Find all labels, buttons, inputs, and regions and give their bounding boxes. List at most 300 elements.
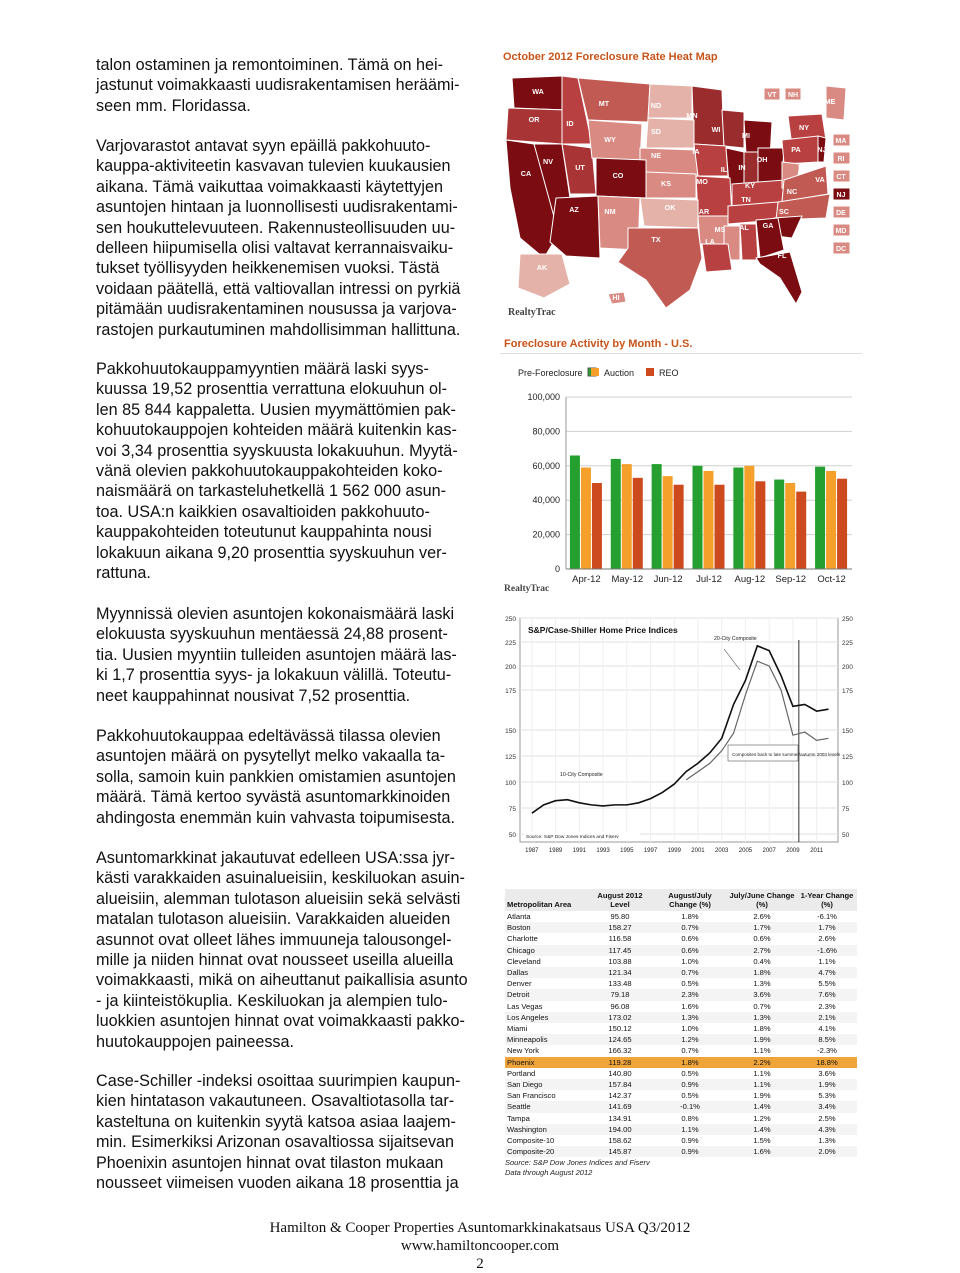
table-row (505, 1101, 857, 1112)
metro-name: Portland (507, 1068, 536, 1078)
metro-value: 1.3% (818, 1136, 836, 1146)
table-source: Source: S&P Dow Jones Indices and Fiserv (505, 1158, 650, 1168)
metro-value: 1.0% (681, 1024, 699, 1034)
bar-auction-sep-12 (785, 483, 795, 569)
x-tick-label: Jun-12 (653, 574, 683, 585)
state-label-mo: MO (696, 177, 708, 186)
metro-name: Chicago (505, 945, 587, 956)
state-label-pa: PA (791, 145, 801, 154)
header-1yr: 1-Year Change (%) (797, 889, 857, 911)
metro-value: 8.5% (797, 1034, 857, 1045)
bar-reo-apr-12 (592, 483, 602, 569)
metro-value: 1.9% (797, 1079, 857, 1090)
metro-table-figure (505, 889, 859, 1178)
text-line: huutokauppojen paineessa. (96, 1032, 295, 1051)
metro-value: 194.00 (587, 1124, 653, 1135)
x-tick-label: 2005 (738, 848, 753, 854)
y-tick-left: 225 (505, 640, 516, 647)
text-line: kauppa-aktiviteetin kasvavan tulevien kuukausien (96, 157, 451, 176)
realtytrac-logo: RealtyTrac (508, 307, 556, 318)
metro-value: 1.7% (797, 922, 857, 933)
metro-value: 133.48 (608, 979, 632, 989)
table-row (505, 911, 857, 922)
foreclosure-bar-chart (500, 335, 862, 600)
case-shiller-chart (500, 610, 862, 860)
bar-chart-brand: RealtyTrac (504, 584, 550, 594)
metro-value: 18.8% (797, 1057, 857, 1068)
metro-value: 134.91 (608, 1113, 632, 1123)
metro-value: 0.4% (753, 956, 771, 966)
metro-value: 116.58 (608, 934, 632, 944)
y-tick-left: 150 (505, 728, 516, 735)
state-label-ar: AR (698, 207, 710, 216)
y-tick-left: 100 (505, 780, 516, 787)
text-line: rastojen purkautuminen mahdollisimman hallittuna. (96, 320, 461, 339)
text-line: määrä. Tämä kertoo syvästä asuntomarkkinoiden (96, 788, 451, 807)
bar-reo-may-12 (633, 478, 643, 569)
table-row (505, 1113, 857, 1124)
x-tick-label: Oct-12 (817, 574, 846, 585)
paragraph-6 (96, 848, 496, 1052)
state-label-ny: NY (799, 123, 809, 132)
paragraph-1 (96, 55, 496, 116)
x-tick-label: 1987 (525, 848, 539, 854)
metro-name: Phoenix (505, 1057, 587, 1068)
metro-value: 7.6% (797, 989, 857, 1000)
x-tick-label: 2011 (810, 848, 824, 854)
metro-value: -6.1% (817, 912, 837, 921)
text-line: - ja kiinteistökuplia. Keskiluokan ja alempien tulo- (96, 991, 448, 1010)
text-line: Varjovarastot antavat syyn epäillä pakkohuuto- (96, 137, 431, 155)
text-line: Pakkohuutokauppaa edeltävässä tilassa olevien (96, 727, 441, 745)
x-tick-label: 1991 (572, 848, 587, 854)
metro-value: 96.08 (610, 1001, 630, 1011)
text-line: Phoenixin asuntojen hinnat ovat tilaston mukaan (96, 1153, 444, 1172)
paragraph-4 (96, 604, 496, 706)
bar-pre-foreclosure-jun-12 (652, 464, 662, 569)
metro-value: 5.5% (818, 979, 836, 989)
bar-auction-jun-12 (663, 476, 673, 569)
metro-value: 0.5% (681, 1068, 699, 1078)
metro-value: 1.0% (681, 956, 699, 966)
metro-value: 119.28 (587, 1057, 653, 1068)
text-line: rattuna. (96, 564, 151, 583)
case-shiller-source: Source: S&P Dow Jones Indices and Fiserv (526, 835, 619, 840)
text-line: ki 1,7 prosenttia syys- ja lokakuun välillä. Toteutu- (96, 666, 452, 685)
text-line: solla, samoin kuin pankkien omistamien asuntojen (96, 767, 456, 786)
state-mt (578, 78, 650, 122)
state-label-il: IL (720, 165, 728, 174)
bar-chart-svg (500, 335, 862, 600)
text-line: talon ostaminen ja remontoiminen. Tämä on hei- (96, 56, 444, 74)
metro-value: 0.5% (681, 979, 699, 989)
text-line: aikana. Tämä vaikuttaa voimakkaasti käytettyjen (96, 177, 444, 196)
bar-auction-jul-12 (704, 471, 714, 569)
metro-value: 157.84 (587, 1079, 653, 1090)
metro-value: 2.0% (797, 1146, 857, 1157)
text-line: voimakkaasti, mikä on aiheuttanut paikallisia asunto (96, 971, 468, 990)
metro-name: Las Vegas (507, 1001, 543, 1011)
metro-value: 1.1% (753, 1046, 771, 1056)
paragraph-5 (96, 726, 496, 828)
state-label-al: AL (739, 223, 749, 232)
bar-reo-jul-12 (715, 485, 725, 569)
text-line: tukset työllisyyden heikkenemisen vuoksi. Tästä (96, 259, 440, 278)
state-label-ia: IA (692, 147, 700, 156)
metro-value: 1.4% (727, 1124, 797, 1135)
state-label-nd: ND (650, 101, 662, 110)
metro-value: 0.6% (653, 945, 727, 956)
y-tick-right: 250 (842, 616, 853, 623)
metro-value: 1.6% (681, 1001, 699, 1011)
text-line: vänä olevien pakkohuutokauppakohteiden koko- (96, 462, 443, 481)
bar-reo-jun-12 (674, 485, 684, 569)
metro-value: 1.8% (681, 912, 699, 921)
x-tick-label: May-12 (611, 574, 644, 585)
text-line: neet kauppahinnat nousivat 7,52 prosenttia. (96, 686, 411, 705)
metro-value: 2.3% (818, 1001, 836, 1011)
x-tick-label: 1993 (596, 848, 610, 854)
metro-name: Cleveland (507, 956, 541, 966)
table-row (505, 1068, 857, 1079)
bar-auction-apr-12 (581, 468, 591, 569)
small-state-label-vt: VT (767, 92, 777, 99)
bar-pre-foreclosure-sep-12 (774, 480, 784, 569)
metro-name: Charlotte (507, 934, 538, 944)
metro-value: 103.88 (608, 956, 632, 966)
state-label-wv: WV (798, 163, 810, 172)
text-line: tia. Uusien myyntiin tulleiden asuntojen määrä las- (96, 645, 457, 664)
table-row (505, 1045, 857, 1056)
metro-value: 1.2% (653, 1034, 727, 1045)
state-label-ne: NE (651, 151, 661, 160)
metro-name: Washington (505, 1124, 587, 1135)
us-map-svg (500, 48, 862, 328)
y-tick-right: 225 (842, 640, 853, 647)
state-label-in: IN (738, 163, 746, 172)
table-row (505, 1146, 857, 1157)
metro-name: Dallas (505, 967, 587, 978)
metro-name: San Diego (505, 1079, 587, 1090)
header-metro: Metropolitan Area (505, 889, 587, 911)
legend-label-0: Pre-Foreclosure (518, 368, 583, 378)
y-tick-left: 175 (505, 688, 516, 695)
metro-name: Composite-10 (507, 1136, 555, 1146)
metro-value: 142.37 (608, 1091, 632, 1101)
text-line: kien hintatason vakautuneen. Osavaltiotasolla tar- (96, 1092, 455, 1111)
metro-table-body (505, 911, 857, 1157)
text-line: sen houkuttelevuuteen. Rakennusteollisuuden uu- (96, 218, 456, 237)
state-label-wi: WI (711, 125, 721, 134)
state-label-la: LA (705, 237, 715, 246)
metro-value: 4.7% (797, 967, 857, 978)
y-tick-right: 100 (842, 780, 853, 787)
metro-value: 1.8% (727, 967, 797, 978)
state-label-or: OR (528, 115, 540, 124)
metro-value: 2.1% (797, 1012, 857, 1023)
paragraph-3 (96, 359, 496, 583)
header-aug-jul: August/July Change (%) (653, 889, 727, 911)
state-label-az: AZ (569, 205, 579, 214)
metro-value: 95.80 (610, 912, 630, 921)
y-tick-label: 80,000 (532, 426, 560, 437)
state-label-ks: KS (661, 179, 671, 188)
state-label-mn: MN (686, 111, 698, 120)
metro-value: 117.45 (587, 945, 653, 956)
metro-value: 1.1% (653, 1124, 727, 1135)
state-label-nc: NC (786, 187, 798, 196)
footer-title: Hamilton & Cooper Properties Asuntomarkkinakatsaus USA Q3/2012 (269, 1220, 691, 1236)
small-state-label-dc: DC (835, 246, 847, 253)
bar-auction-oct-12 (826, 471, 836, 569)
text-line: kuussa 19,52 prosenttia verrattuna elokuuhun ol- (96, 380, 447, 399)
metro-name: Minneapolis (505, 1034, 587, 1045)
metro-value: 0.9% (681, 1136, 699, 1146)
metro-value: 0.7% (753, 1001, 771, 1011)
state-label-me: ME (824, 97, 836, 106)
state-label-oh: OH (756, 155, 768, 164)
metro-value: 1.1% (727, 1079, 797, 1090)
small-state-label-ma: MA (835, 138, 847, 145)
bar-pre-foreclosure-aug-12 (733, 468, 743, 569)
table-row (505, 978, 857, 989)
y-tick-left: 200 (505, 664, 516, 671)
text-line: seen mm. Floridassa. (96, 96, 251, 115)
metro-value: 1.1% (753, 1068, 771, 1078)
table-row (505, 1012, 857, 1023)
metro-name: New York (507, 1046, 540, 1056)
text-line: asunnot ovat olleet lähes immuuneja talousongel- (96, 930, 452, 949)
x-tick-label: 2007 (762, 848, 776, 854)
bar-reo-sep-12 (796, 492, 806, 569)
text-line: asuntojen hintaan ja luonnollisesti uudisrakentami- (96, 198, 458, 217)
y-tick-label: 60,000 (532, 460, 560, 471)
text-line: luokkien asuntojen hinnat ovat voimakkaasti pakko- (96, 1012, 465, 1031)
state-label-sc: SC (779, 207, 789, 216)
state-wi (722, 110, 744, 148)
metro-value: 173.02 (587, 1012, 653, 1023)
x-tick-label: Sep-12 (775, 574, 807, 585)
metro-value: 4.1% (818, 1024, 836, 1034)
text-line: naismäärä on tarkasteluhetkellä 1 562 000 asun- (96, 482, 447, 501)
text-line: delleen hiipumisella olisi valtavat kerrannaisvaiku- (96, 239, 454, 258)
state-label-va: VA (815, 175, 825, 184)
bar-legend (518, 368, 679, 378)
state-label-sd: SD (651, 127, 661, 136)
legend-swatch-2 (646, 368, 654, 376)
heat-map-title: October 2012 Foreclosure Rate Heat Map (503, 51, 718, 63)
text-line: min. Esimerkiksi Arizonan osavaltiossa sijaitsevan (96, 1133, 455, 1152)
legend-swatch-1 (591, 368, 599, 376)
metro-name: San Francisco (507, 1091, 556, 1101)
paragraph-7 (96, 1071, 496, 1193)
bar-pre-foreclosure-jul-12 (693, 466, 703, 569)
metro-value: 0.7% (653, 967, 727, 978)
x-tick-label: 2009 (786, 848, 800, 854)
bar-chart-title: Foreclosure Activity by Month - U.S. (504, 338, 693, 350)
state-label-ca: CA (520, 169, 532, 178)
paragraph-2 (96, 136, 496, 340)
small-state-label-nh: NH (787, 92, 799, 99)
metro-value: 2.3% (653, 989, 727, 1000)
y-tick-right: 200 (842, 664, 853, 671)
table-row (505, 933, 857, 944)
table-row (505, 1001, 857, 1012)
state-ks (646, 172, 696, 198)
y-tick-left: 50 (508, 832, 516, 839)
text-line: jastunut voimakkaasti uudisrakentamisen heräämi- (96, 76, 460, 95)
metro-name: Composite-20 (505, 1146, 587, 1157)
small-state-label-ri: RI (837, 156, 845, 163)
metro-value: 0.9% (653, 1146, 727, 1157)
metro-value: 158.27 (587, 922, 653, 933)
text-line: kästi varakkaiden asuinalueisiin, keskiluokan asuin- (96, 869, 465, 888)
metro-value: 150.12 (608, 1024, 632, 1034)
state-label-hi: HI (612, 293, 620, 302)
x-tick-label: 1995 (620, 848, 634, 854)
y-tick-right: 75 (842, 806, 850, 813)
legend-label-2: REO (659, 368, 679, 378)
table-row (505, 945, 857, 956)
metro-value: 1.1% (818, 956, 836, 966)
state-label-ok: OK (664, 203, 676, 212)
text-line: alueisiin, alemman tulotason alueisiin sekä selvästi (96, 889, 461, 908)
table-header-row (505, 889, 857, 911)
metro-value: 141.69 (587, 1101, 653, 1112)
state-label-ak: AK (536, 263, 548, 272)
text-line: mille ja niiden hinnat ovat nousseet useilla alueilla (96, 951, 454, 970)
table-row (505, 1023, 857, 1034)
text-line: matalan tulotason alueisiin. Varakkaiden alueiden (96, 910, 451, 929)
metro-value: 3.4% (797, 1101, 857, 1112)
metro-value: -2.3% (817, 1046, 837, 1056)
table-row (505, 1057, 857, 1068)
state-label-ga: GA (762, 221, 774, 230)
y-tick-label: 0 (554, 564, 560, 574)
bar-reo-aug-12 (755, 481, 765, 569)
metro-name: Boston (505, 922, 587, 933)
metro-value: 121.34 (587, 967, 653, 978)
state-label-tn: TN (741, 195, 751, 204)
metro-value: 2.6% (818, 934, 836, 944)
state-label-fl: FL (777, 251, 787, 260)
metro-value: 140.80 (608, 1068, 632, 1078)
text-line: ahdingosta enemmän kuin vahvasta toipumisesta. (96, 808, 456, 827)
x-tick-label: Jul-12 (696, 574, 722, 585)
state-la (702, 244, 732, 272)
metro-value: 0.7% (653, 922, 727, 933)
metro-value: 1.4% (727, 1101, 797, 1112)
metro-value: 124.65 (587, 1034, 653, 1045)
metro-value: 2.6% (753, 912, 771, 921)
footer-url[interactable]: www.hamiltoncooper.com (400, 1238, 560, 1254)
state-label-wa: WA (532, 87, 544, 96)
state-label-mt: MT (598, 99, 610, 108)
metro-value: 1.2% (753, 1113, 771, 1123)
y-tick-left: 250 (505, 616, 516, 623)
metro-value: 0.7% (681, 1046, 699, 1056)
text-line: pitämään uudisrakentaminen nousussa ja varjova- (96, 300, 457, 319)
state-label-nj: NJ (817, 145, 827, 154)
table-note: Data through August 2012 (505, 1168, 593, 1178)
metro-value: 0.5% (681, 1091, 699, 1101)
table-row (505, 1090, 857, 1101)
x-tick-label: 1997 (643, 848, 658, 854)
metro-value: 1.9% (727, 1034, 797, 1045)
y-tick-right: 50 (842, 832, 850, 839)
table-row (505, 1124, 857, 1135)
heat-map-figure (500, 48, 862, 328)
text-line: elokuusta syyskuuhun mentäessä 24,88 prosent- (96, 625, 448, 644)
bar-auction-aug-12 (744, 466, 754, 569)
text-line: voi 3,34 prosenttia syyskuusta lokakuuhun. Myytä- (96, 441, 458, 460)
series-label-20-city: 20-City Composite (714, 636, 757, 642)
x-tick-label: 1999 (667, 848, 681, 854)
text-line: kauppakohteiden toteutunut kauppahinta nousi (96, 523, 432, 542)
x-tick-label: 2001 (691, 848, 705, 854)
y-tick-right: 150 (842, 728, 853, 735)
state-ak (518, 254, 570, 298)
metro-value: 1.9% (753, 1091, 771, 1101)
text-line: lokakuun aikana 9,20 prosenttia syyskuuhun ver- (96, 543, 447, 562)
text-line: toa. USA:n kaikkien osavaltioiden pakkohuuto- (96, 502, 430, 521)
table-row (505, 1135, 857, 1146)
y-tick-right: 175 (842, 688, 853, 695)
metro-value: 0.6% (753, 934, 771, 944)
metro-value: 1.8% (653, 1057, 727, 1068)
page-number: 2 (476, 1256, 484, 1272)
small-state-label-md: MD (835, 228, 847, 235)
state-label-ky: KY (745, 181, 755, 190)
metro-value: 0.6% (681, 934, 699, 944)
bar-pre-foreclosure-apr-12 (570, 455, 580, 569)
state-label-ms: MS (714, 225, 726, 234)
metro-name: Denver (507, 979, 532, 989)
metro-value: 2.7% (727, 945, 797, 956)
metro-value: -1.6% (797, 945, 857, 956)
y-tick-left: 125 (505, 754, 516, 761)
metro-value: 3.6% (818, 1068, 836, 1078)
table-row (505, 989, 857, 1000)
metro-value: 2.5% (818, 1113, 836, 1123)
state-label-tx: TX (651, 235, 661, 244)
metro-name: Detroit (505, 989, 587, 1000)
state-label-co: CO (612, 171, 624, 180)
small-state-label-de: DE (836, 210, 846, 217)
state-label-wy: WY (604, 135, 616, 144)
state-or (506, 108, 566, 144)
metro-value: 1.5% (753, 1136, 771, 1146)
text-line: Myynnissä olevien asuntojen kokonaismäärä laski (96, 605, 455, 623)
annotation-text: Composites back to late summer/autumn 2003 levels (732, 752, 841, 757)
header-jul-jun: July/June Change (%) (727, 889, 797, 911)
state-oh (758, 148, 784, 184)
metro-value: 79.18 (587, 989, 653, 1000)
metro-value: 166.32 (608, 1046, 632, 1056)
metro-table (505, 889, 857, 1157)
y-tick-left: 75 (508, 806, 516, 813)
text-line: Case-Schiller -indeksi osoittaa suurimpien kaupun- (96, 1072, 461, 1090)
metro-value: -0.1% (653, 1101, 727, 1112)
y-tick-label: 100,000 (527, 392, 560, 402)
metro-value: 1.6% (727, 1146, 797, 1157)
metro-value: 5.3% (818, 1091, 836, 1101)
table-row (505, 967, 857, 978)
x-tick-label: Apr-12 (572, 574, 601, 585)
y-tick-label: 40,000 (532, 495, 560, 506)
state-label-mi: MI (742, 131, 750, 140)
text-line: kohuutokauppojen kohteiden määrä kuitenkin kas- (96, 421, 457, 440)
